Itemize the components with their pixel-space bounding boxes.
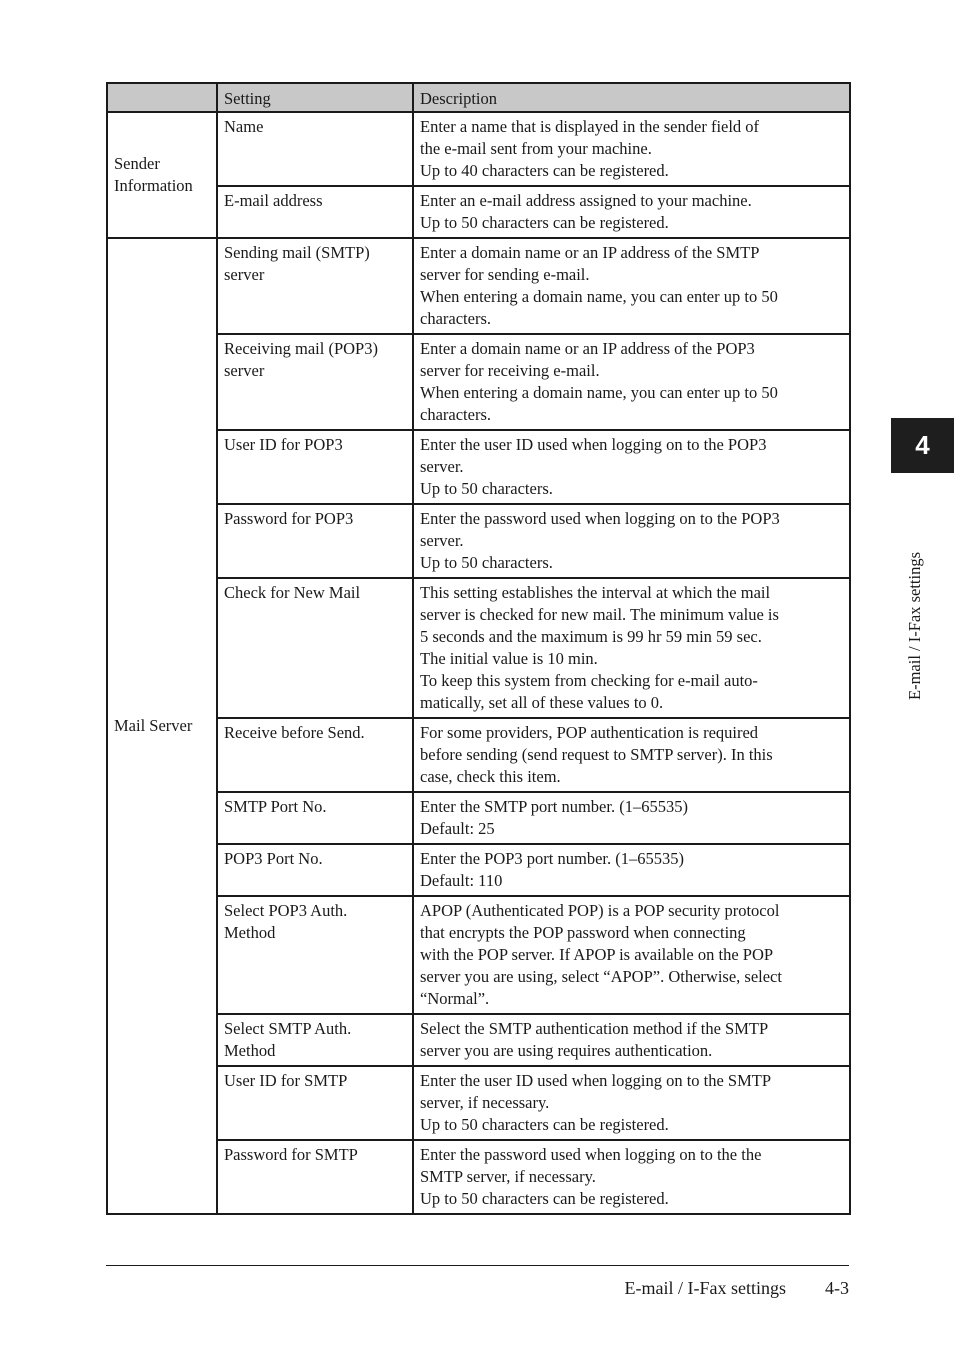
cell-line: Enter the password used when logging on to the POP3 — [420, 509, 780, 528]
cell-line: Up to 50 characters can be registered. — [420, 1189, 669, 1208]
cell-line: Method — [224, 1041, 276, 1060]
cell-line: Enter the user ID used when logging on to the SMTP — [420, 1071, 772, 1090]
cell-line: Password for POP3 — [224, 509, 354, 528]
cell-line: server. — [420, 457, 464, 476]
cell-line: Receiving mail (POP3) — [224, 339, 378, 358]
cell-line: that encrypts the POP password when connecting — [420, 923, 746, 942]
setting-cell — [217, 238, 413, 334]
table-row — [107, 1014, 850, 1066]
setting-cell — [217, 896, 413, 1014]
cell-line: 5 seconds and the maximum is 99 hr 59 min 59 sec. — [420, 627, 762, 646]
cell-line: Receive before Send. — [224, 723, 365, 742]
group-cell — [107, 112, 217, 238]
setting-cell — [217, 186, 413, 238]
cell-line: Check for New Mail — [224, 583, 361, 602]
cell-line: server for receiving e-mail. — [420, 361, 600, 380]
cell-line: Enter an e-mail address assigned to your machine. — [420, 191, 752, 210]
table-row — [107, 1140, 850, 1214]
cell-line: SMTP Port No. — [224, 797, 327, 816]
header-description: Description — [413, 83, 850, 112]
cell-line: E-mail address — [224, 191, 323, 210]
setting-cell — [217, 718, 413, 792]
cell-line: POP3 Port No. — [224, 849, 323, 868]
cell-line: Up to 40 characters can be registered. — [420, 161, 669, 180]
description-cell — [413, 718, 850, 792]
cell-line: the e-mail sent from your machine. — [420, 139, 652, 158]
table-header — [107, 83, 850, 112]
cell-line: server — [224, 361, 265, 380]
table-row — [107, 430, 850, 504]
cell-line: Enter the POP3 port number. (1–65535) — [420, 849, 684, 868]
side-chapter-title: E-mail / I-Fax settings — [905, 551, 924, 700]
cell-line: User ID for SMTP — [224, 1071, 348, 1090]
setting-cell — [217, 504, 413, 578]
table-row — [107, 504, 850, 578]
table-row — [107, 896, 850, 1014]
cell-line: server — [224, 265, 265, 284]
description-cell — [413, 504, 850, 578]
cell-line: Select SMTP Auth. — [224, 1019, 352, 1038]
setting-cell — [217, 1066, 413, 1140]
cell-line: SMTP server, if necessary. — [420, 1167, 596, 1186]
cell-line: characters. — [420, 405, 491, 424]
cell-line: Up to 50 characters. — [420, 553, 553, 572]
description-cell — [413, 792, 850, 844]
description-cell — [413, 578, 850, 718]
cell-line: User ID for POP3 — [224, 435, 343, 454]
header-setting: Setting — [217, 83, 413, 112]
description-cell — [413, 844, 850, 896]
cell-line: Default: 110 — [420, 871, 503, 890]
cell-line: “Normal”. — [420, 989, 490, 1008]
description-cell — [413, 112, 850, 186]
cell-line: Enter a domain name or an IP address of the POP3 — [420, 339, 755, 358]
setting-cell — [217, 578, 413, 718]
description-cell — [413, 1066, 850, 1140]
table-row — [107, 238, 850, 334]
group-cell — [107, 238, 217, 1214]
cell-line: This setting establishes the interval at which the mail — [420, 583, 771, 602]
setting-cell — [217, 844, 413, 896]
cell-line: APOP (Authenticated POP) is a POP security protocol — [420, 901, 780, 920]
cell-line: server. — [420, 531, 464, 550]
cell-line: The initial value is 10 min. — [420, 649, 598, 668]
cell-line: server is checked for new mail. The minimum value is — [420, 605, 779, 624]
cell-line: with the POP server. If APOP is available on the POP — [420, 945, 774, 964]
cell-line: Password for SMTP — [224, 1145, 358, 1164]
cell-line: When entering a domain name, you can enter up to 50 — [420, 287, 778, 306]
description-cell — [413, 186, 850, 238]
cell-line: before sending (send request to SMTP server). In this — [420, 745, 773, 764]
cell-line: Up to 50 characters can be registered. — [420, 213, 669, 232]
cell-line: Enter a domain name or an IP address of the SMTP — [420, 243, 760, 262]
cell-line: Select the SMTP authentication method if the SMTP — [420, 1019, 769, 1038]
setting-cell — [217, 1014, 413, 1066]
cell-line: Up to 50 characters. — [420, 479, 553, 498]
cell-line: Enter the SMTP port number. (1–65535) — [420, 797, 688, 816]
table-row — [107, 186, 850, 238]
table-row — [107, 578, 850, 718]
table-body — [107, 112, 850, 1214]
header-group — [107, 83, 217, 112]
cell-line: Default: 25 — [420, 819, 495, 838]
description-cell — [413, 896, 850, 1014]
header-row — [107, 83, 850, 112]
table-row — [107, 718, 850, 792]
table-row — [107, 334, 850, 430]
table-row — [107, 1066, 850, 1140]
setting-cell — [217, 792, 413, 844]
table-row — [107, 792, 850, 844]
setting-cell — [217, 1140, 413, 1214]
cell-line: Enter the user ID used when logging on to the POP3 — [420, 435, 767, 454]
cell-line: server for sending e-mail. — [420, 265, 590, 284]
cell-line: server, if necessary. — [420, 1093, 550, 1112]
cell-line: Sender — [114, 154, 160, 173]
cell-line: case, check this item. — [420, 767, 561, 786]
setting-cell — [217, 430, 413, 504]
description-cell — [413, 1014, 850, 1066]
cell-line: Sending mail (SMTP) — [224, 243, 370, 262]
footer-title: E-mail / I-Fax settings — [624, 1278, 786, 1298]
cell-line: Information — [114, 176, 193, 195]
cell-line: matically, set all of these values to 0. — [420, 693, 664, 712]
cell-line: characters. — [420, 309, 491, 328]
page-number: 4-3 — [825, 1278, 849, 1298]
setting-cell — [217, 334, 413, 430]
description-cell — [413, 430, 850, 504]
cell-line: Up to 50 characters can be registered. — [420, 1115, 669, 1134]
cell-line: Enter a name that is displayed in the sender field of — [420, 117, 760, 136]
description-cell — [413, 238, 850, 334]
cell-line: server you are using requires authentication. — [420, 1041, 713, 1060]
chapter-tab: 4 — [891, 418, 954, 473]
cell-line: When entering a domain name, you can enter up to 50 — [420, 383, 778, 402]
cell-line: Select POP3 Auth. — [224, 901, 348, 920]
description-cell — [413, 1140, 850, 1214]
cell-line: To keep this system from checking for e-mail auto- — [420, 671, 758, 690]
setting-cell — [217, 112, 413, 186]
cell-line: For some providers, POP authentication is required — [420, 723, 759, 742]
table-row — [107, 112, 850, 186]
cell-line: server you are using, select “APOP”. Otherwise, select — [420, 967, 782, 986]
settings-table — [106, 82, 851, 1215]
cell-line: Name — [224, 117, 264, 136]
cell-line: Mail Server — [114, 716, 193, 735]
cell-line: Enter the password used when logging on to the the — [420, 1145, 762, 1164]
description-cell — [413, 334, 850, 430]
cell-line: Method — [224, 923, 276, 942]
footer-divider — [106, 1265, 849, 1266]
table-row — [107, 844, 850, 896]
